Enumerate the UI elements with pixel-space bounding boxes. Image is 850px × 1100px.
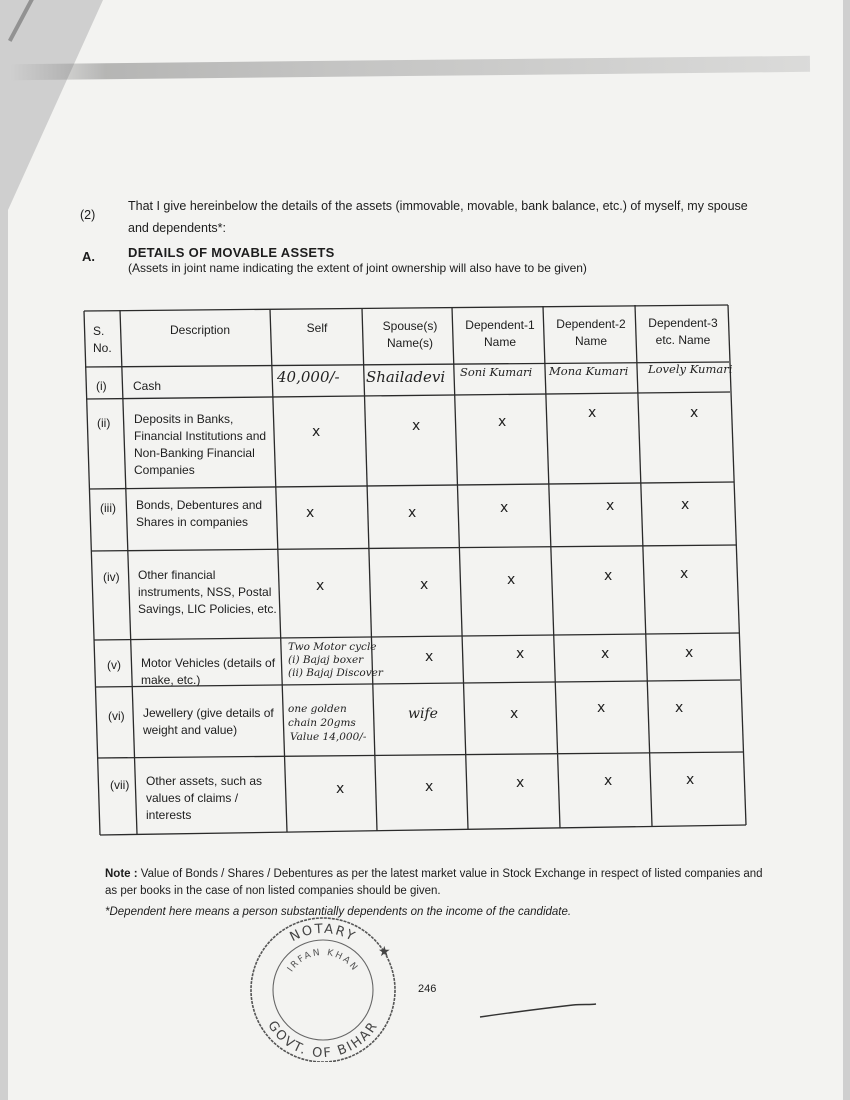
stamp-star-icon: ★ [378, 944, 391, 960]
row-2-sno: (ii) [97, 416, 111, 430]
dependent-3-name: Lovely Kumari [648, 362, 733, 376]
mark-row-5-spouse: x [425, 649, 434, 665]
mark-row-2-spouse: x [412, 418, 421, 434]
stamp-middle-text: IRFAN KHAN [285, 947, 361, 975]
dependent-2-name: Mona Kumari [549, 364, 629, 378]
mark-row-7-spouse: x [425, 779, 434, 795]
mark-row-2-dep2: x [588, 405, 597, 421]
row-7-sno: (vii) [110, 778, 130, 792]
note-label: Note : [105, 868, 138, 880]
mark-row-3-self: x [306, 505, 315, 521]
mark-row-4-dep2: x [604, 568, 613, 584]
mark-row-3-dep1: x [500, 500, 509, 516]
motor-vehicles-self-line-1: Two Motor cycle [288, 641, 377, 653]
mark-row-3-spouse: x [408, 505, 417, 521]
row-7-description: Other assets, such as values of claims / interests [146, 774, 263, 822]
header-spouse: Spouse(s) Name(s) [382, 319, 438, 350]
row-3-description: Bonds, Debentures and Shares in companies [136, 498, 263, 529]
mark-row-7-dep3: x [686, 772, 695, 788]
stamp-bottom-text: GOVT. OF BIHAR [264, 1018, 382, 1062]
mark-row-7-dep2: x [604, 773, 613, 789]
row-4-description: Other financial instruments, NSS, Postal Savings, LIC Policies, etc. [138, 568, 277, 616]
motor-vehicles-self-line-3: (ii) Bajaj Discover [288, 667, 383, 679]
dependent-note: *Dependent here means a person substantially dependents on the income of the candidate. [105, 906, 572, 918]
row-5-sno: (v) [107, 658, 121, 672]
row-6-sno: (vi) [108, 709, 125, 723]
mark-row-2-self: x [312, 424, 321, 440]
mark-row-2-dep1: x [498, 414, 507, 430]
jewellery-spouse-entry: wife [408, 706, 438, 722]
mark-row-3-dep2: x [606, 498, 615, 514]
mark-row-4-self: x [316, 578, 325, 594]
svg-text:NOTARY [288, 922, 359, 945]
mark-row-4-spouse: x [420, 577, 429, 593]
jewellery-self-line-1: one golden chain 20gms [288, 703, 356, 729]
section-subtitle: (Assets in joint name indicating the extent of joint ownership will also have to be given) [128, 261, 587, 275]
header-description: Description [169, 323, 231, 337]
mark-row-4-dep1: x [507, 572, 516, 588]
mark-row-2-dep3: x [690, 405, 699, 421]
mark-row-6-dep1: x [510, 706, 519, 722]
self-cash-amount: 40,000/- [277, 368, 340, 386]
row-3-sno: (iii) [100, 501, 116, 515]
note-text: Value of Bonds / Shares / Debentures as per the latest market value in Stock Exchange in respect of listed companies and as per books in the case of non listed companies should be given. [105, 868, 763, 897]
header-self: Self [306, 321, 328, 335]
row-5-description: Motor Vehicles (details of make, etc.) [141, 656, 276, 687]
mark-row-5-dep2: x [601, 646, 610, 662]
row-4-sno: (iv) [103, 570, 120, 584]
paragraph-text: That I give hereinbelow the details of the assets (immovable, movable, bank balance, etc.) of myself, my spouse and dependents*: [128, 199, 748, 235]
header-dependent-3: Dependent-3 etc. Name [648, 316, 718, 347]
dependent-1-name: Soni Kumari [460, 365, 533, 379]
section-title: DETAILS OF MOVABLE ASSETS [128, 245, 335, 260]
mark-row-4-dep3: x [680, 566, 689, 582]
section-letter: A. [82, 249, 95, 264]
mark-row-5-dep3: x [685, 645, 694, 661]
header-sno: S. No. [93, 324, 112, 355]
row-2-description: Deposits in Banks, Financial Institutions and Non-Banking Financial Companies [134, 412, 267, 477]
page-number: 246 [418, 983, 437, 995]
mark-row-5-dep1: x [516, 646, 525, 662]
header-dependent-1: Dependent-1 Name [465, 318, 535, 349]
row-1-sno: (i) [96, 379, 107, 393]
motor-vehicles-self-line-2: (i) Bajaj boxer [288, 654, 364, 666]
row-1-description: Cash [133, 379, 162, 393]
row-6-description: Jewellery (give details of weight and value) [143, 706, 274, 737]
notary-stamp [238, 912, 408, 1062]
mark-row-3-dep3: x [681, 497, 690, 513]
stamp-top-text: NOTARY [287, 921, 359, 946]
paragraph-number: (2) [80, 208, 96, 222]
mark-row-6-dep3: x [675, 700, 684, 716]
mark-row-7-self: x [336, 781, 345, 797]
jewellery-self-line-2: Value 14,000/- [290, 731, 367, 743]
svg-text:IRFAN KHAN [286, 948, 360, 974]
note [105, 866, 765, 900]
spouse-name: Shailadevi [366, 368, 446, 386]
signature-stroke [478, 995, 598, 1025]
mark-row-7-dep1: x [516, 775, 525, 791]
mark-row-6-dep2: x [597, 700, 606, 716]
header-dependent-2: Dependent-2 Name [556, 317, 626, 348]
